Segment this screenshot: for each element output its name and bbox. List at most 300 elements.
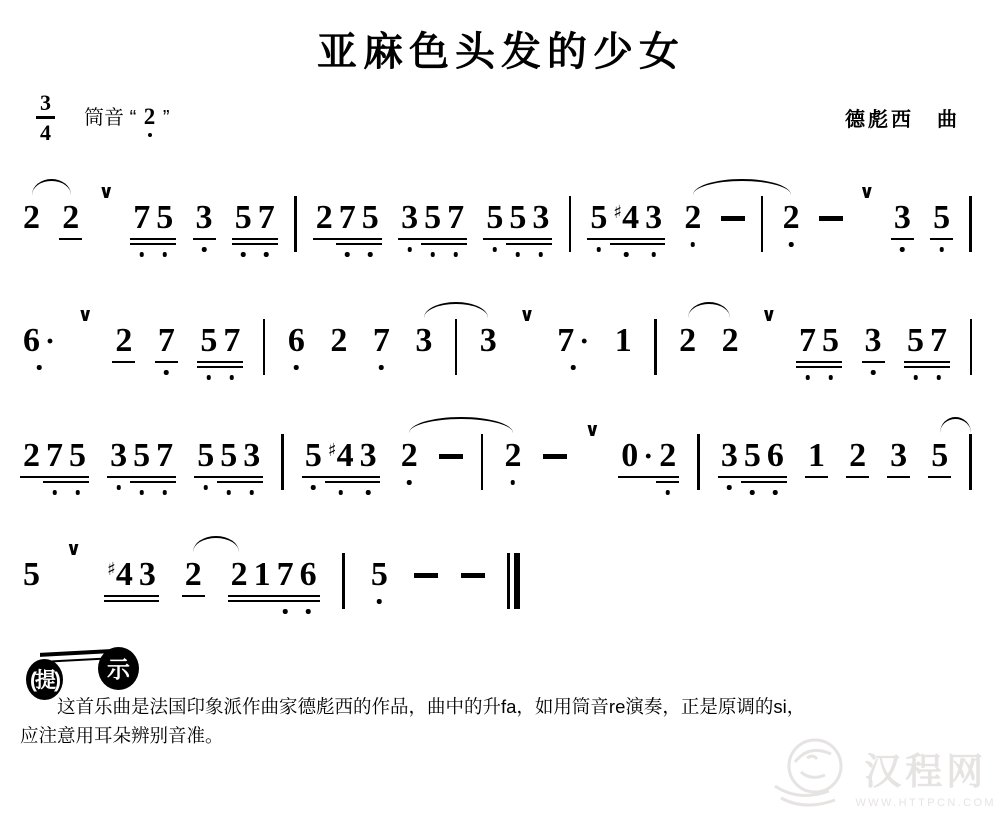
- note: [681, 200, 704, 258]
- breath-mark: ∨: [761, 304, 777, 326]
- note-group: [20, 200, 43, 258]
- note-group: [612, 323, 635, 381]
- beam-underline: [194, 476, 217, 478]
- note-value: 2: [721, 322, 739, 359]
- breath-mark: ∨: [98, 181, 114, 203]
- note-group: [398, 200, 467, 258]
- low-octave-dot: [162, 252, 167, 257]
- dash-note: [461, 573, 485, 578]
- composer: 德彪西 曲: [845, 109, 960, 131]
- note-value: 5: [931, 437, 949, 474]
- beam-underline: [796, 366, 819, 368]
- low-octave-dot: [691, 242, 696, 247]
- note-value: 2: [115, 322, 133, 359]
- barline: [697, 434, 700, 490]
- note: [780, 200, 803, 258]
- note: [220, 323, 243, 381]
- note: [193, 200, 216, 258]
- final-barline-thin: [507, 553, 510, 609]
- note-value: 5: [509, 199, 527, 236]
- beam-underline: [153, 238, 176, 240]
- barline: [970, 319, 973, 375]
- note: [676, 323, 699, 381]
- low-octave-dot: [727, 485, 732, 490]
- note: [182, 557, 205, 615]
- beam-underline: [927, 361, 950, 363]
- performance-note-line2: 应注意用耳朵辨别音准。: [20, 725, 224, 746]
- badge-stroke: [40, 649, 110, 657]
- note: [927, 323, 950, 381]
- final-barline: [507, 553, 520, 609]
- note: [368, 557, 391, 615]
- low-octave-dot: [306, 609, 311, 614]
- note-value: 5: [822, 322, 840, 359]
- note: [412, 323, 435, 381]
- note-group: [501, 438, 524, 496]
- note-group: [676, 323, 699, 381]
- beam-underline: [255, 243, 278, 245]
- note: [477, 323, 500, 381]
- note: [20, 557, 43, 615]
- beam-underline: [251, 600, 274, 602]
- note-value: 2: [230, 556, 248, 593]
- beam-underline: [228, 595, 251, 597]
- note-value: 5: [486, 199, 504, 236]
- note: [819, 323, 842, 381]
- watermark-site-url: WWW.HTTPCN.COM: [855, 797, 996, 809]
- note-value: 3: [479, 322, 497, 359]
- note-value: 4: [622, 199, 640, 236]
- note-value: 3: [401, 199, 419, 236]
- slur: [693, 179, 791, 195]
- low-octave-dot: [665, 490, 670, 495]
- note-group: [232, 200, 278, 258]
- beam-underline: [483, 238, 506, 240]
- score-line: [20, 531, 520, 617]
- beam-underline: [66, 481, 89, 483]
- note: [891, 200, 914, 258]
- breath-mark: ∨: [584, 419, 601, 441]
- note: [104, 557, 136, 615]
- breath-mark: ∨: [519, 304, 535, 326]
- note: [232, 200, 255, 258]
- note: [130, 200, 153, 258]
- beam-underline: [130, 243, 153, 245]
- note: [251, 557, 274, 615]
- note-value: 3: [890, 437, 908, 474]
- beam-underline: [529, 243, 552, 245]
- note-group: [618, 438, 679, 496]
- note: [112, 323, 135, 381]
- barline: [455, 319, 458, 375]
- low-octave-dot: [249, 490, 254, 495]
- note-value: 7: [46, 437, 63, 474]
- beam-underline: [587, 238, 610, 240]
- note: [313, 200, 336, 258]
- note-group: [112, 323, 135, 381]
- beam-underline: [357, 481, 380, 483]
- note-value: 2: [782, 199, 800, 236]
- key-note: 2: [142, 104, 158, 130]
- note: [862, 323, 885, 381]
- note: [217, 438, 240, 496]
- note-group: [59, 200, 82, 258]
- note-value: 7: [276, 556, 294, 593]
- site-logo-icon: [771, 734, 851, 816]
- slur: [409, 417, 513, 433]
- barline: [969, 196, 972, 252]
- note-group: [554, 323, 592, 381]
- note: [155, 323, 178, 381]
- note-value: 2: [330, 322, 348, 359]
- beam-underline: [927, 366, 950, 368]
- note: [153, 438, 176, 496]
- note-value: 2: [849, 437, 867, 474]
- low-octave-dot: [368, 252, 373, 257]
- note: [43, 438, 66, 496]
- low-octave-dot: [453, 252, 458, 257]
- beam-underline: [182, 595, 205, 597]
- beam-underline: [155, 361, 178, 363]
- note-group: [327, 323, 350, 381]
- low-octave-dot: [377, 599, 382, 604]
- note: [718, 438, 741, 496]
- note-value: 3: [138, 556, 156, 593]
- note: [255, 200, 278, 258]
- note-group: [228, 557, 320, 615]
- note-value: 2: [659, 437, 677, 474]
- beam-underline: [59, 238, 82, 240]
- augmentation-dot: ·: [45, 325, 56, 358]
- note: [805, 438, 828, 496]
- low-octave-dot: [871, 370, 876, 375]
- beam-underline: [421, 243, 444, 245]
- note-value: 5: [220, 437, 238, 474]
- beam-underline: [255, 238, 278, 240]
- note-value: 3: [645, 199, 663, 236]
- note-value: 0: [621, 437, 639, 474]
- note-group: [887, 438, 910, 496]
- note: [398, 438, 421, 496]
- low-octave-dot: [52, 490, 57, 495]
- low-octave-dot: [750, 490, 755, 495]
- score-line: [20, 174, 972, 260]
- note: [336, 200, 359, 258]
- note-value: 1: [253, 556, 271, 593]
- note-group: [20, 438, 89, 496]
- note-value: 5: [200, 322, 218, 359]
- beam-underline: [43, 476, 66, 478]
- low-octave-dot: [116, 485, 121, 490]
- low-octave-dot: [37, 365, 42, 370]
- beam-underline: [359, 243, 382, 245]
- note: [587, 200, 610, 258]
- note: [764, 438, 787, 496]
- note: [741, 438, 764, 496]
- low-octave-dot: [264, 252, 269, 257]
- note-value: 7: [338, 199, 356, 236]
- beam-underline: [642, 243, 665, 245]
- note-group: [197, 323, 243, 381]
- beam-underline: [153, 481, 176, 483]
- beam-underline: [153, 476, 176, 478]
- low-octave-dot: [226, 490, 231, 495]
- beam-underline: [325, 476, 357, 478]
- low-octave-dot: [345, 252, 350, 257]
- note: [240, 438, 263, 496]
- note: [483, 200, 506, 258]
- note-value: 2: [679, 322, 697, 359]
- note-value: 7: [156, 437, 174, 474]
- note-group: [182, 557, 205, 615]
- note-value: 2: [400, 437, 418, 474]
- low-octave-dot: [939, 247, 944, 252]
- low-octave-dot: [139, 490, 144, 495]
- barline: [654, 319, 657, 375]
- note-group: [891, 200, 914, 258]
- sharp-sign: ♯: [327, 440, 337, 461]
- note: [501, 438, 524, 496]
- note-value: 3: [195, 199, 213, 236]
- note-value: 5: [907, 322, 925, 359]
- note: [20, 438, 43, 496]
- song-title: 亚麻色头发的少女: [317, 30, 685, 74]
- key-indication: [84, 101, 170, 130]
- beam-underline: [336, 243, 359, 245]
- performance-note-line1: 这首乐曲是法国印象派作曲家德彪西的作品，曲中的升fa，如用筒音re演奏，正是原调的si，: [57, 696, 806, 717]
- beam-underline: [656, 481, 679, 483]
- low-octave-dot: [571, 365, 576, 370]
- beam-underline: [862, 361, 885, 363]
- beam-underline: [43, 481, 66, 483]
- note: [107, 438, 130, 496]
- note-value: 6: [287, 322, 305, 359]
- augmentation-dot: ·: [643, 440, 654, 473]
- note-group: [368, 557, 391, 615]
- beam-underline: [130, 481, 153, 483]
- breath-mark: ∨: [859, 181, 875, 203]
- note-group: [398, 438, 421, 496]
- note-value: 5: [156, 199, 174, 236]
- note: [20, 323, 58, 381]
- slur: [193, 536, 239, 552]
- low-octave-dot: [773, 490, 778, 495]
- slur: [32, 179, 71, 195]
- note-group: [155, 323, 178, 381]
- note-value: 3: [720, 437, 738, 474]
- note-value: 4: [336, 437, 354, 474]
- beam-underline: [136, 600, 159, 602]
- beam-underline: [444, 238, 467, 240]
- beam-underline: [656, 476, 679, 478]
- note: [370, 323, 393, 381]
- beam-underline: [904, 361, 927, 363]
- dash-note: [543, 454, 567, 459]
- note-value: 5: [133, 437, 151, 474]
- low-octave-dot: [407, 480, 412, 485]
- octave-dot: [148, 133, 152, 137]
- note-value: 1: [807, 437, 825, 474]
- note: [887, 438, 910, 496]
- beam-underline: [891, 238, 914, 240]
- low-octave-dot: [230, 375, 235, 380]
- beam-underline: [764, 481, 787, 483]
- note-value: 3: [893, 199, 911, 236]
- low-octave-dot: [139, 252, 144, 257]
- low-octave-dot: [407, 247, 412, 252]
- beam-underline: [297, 595, 320, 597]
- watermark-site-name: 汉程网: [864, 751, 988, 792]
- slur: [424, 302, 488, 318]
- barline: [481, 434, 484, 490]
- note-value: 4: [115, 556, 133, 593]
- beam-underline: [240, 481, 263, 483]
- sharp-sign: ♯: [107, 559, 116, 580]
- barline: [569, 196, 572, 252]
- beam-underline: [398, 238, 421, 240]
- note-group: [107, 438, 176, 496]
- beam-underline: [136, 595, 159, 597]
- low-octave-dot: [913, 375, 918, 380]
- note-group: [780, 200, 803, 258]
- low-octave-dot: [75, 490, 80, 495]
- note-value: 2: [315, 199, 333, 236]
- note: [642, 200, 665, 258]
- note-value: 7: [223, 322, 241, 359]
- beam-underline: [220, 366, 243, 368]
- beam-underline: [930, 238, 953, 240]
- note-value: 5: [304, 437, 322, 474]
- note-group: [412, 323, 435, 381]
- low-octave-dot: [430, 252, 435, 257]
- time-signature-denominator: 4: [40, 120, 51, 145]
- note: [274, 557, 297, 615]
- note-value: 3: [359, 437, 377, 474]
- beam-underline: [928, 476, 951, 478]
- note-group: [719, 323, 742, 381]
- note-value: 7: [257, 199, 275, 236]
- low-octave-dot: [164, 370, 169, 375]
- low-octave-dot: [379, 365, 384, 370]
- note: [610, 200, 642, 258]
- note: [130, 438, 153, 496]
- beam-underline: [887, 476, 910, 478]
- note: [302, 438, 325, 496]
- beam-underline: [359, 238, 382, 240]
- note-value: 7: [447, 199, 465, 236]
- note: [904, 323, 927, 381]
- beam-underline: [297, 600, 320, 602]
- breath-mark: ∨: [65, 538, 82, 560]
- note: [656, 438, 679, 496]
- note: [285, 323, 308, 381]
- beam-underline: [819, 361, 842, 363]
- beam-underline: [302, 476, 325, 478]
- note: [719, 323, 742, 381]
- low-octave-dot: [241, 252, 246, 257]
- note-value: 5: [197, 437, 215, 474]
- low-octave-dot: [597, 247, 602, 252]
- note-group: [104, 557, 159, 615]
- note-group: [681, 200, 704, 258]
- note-value: 5: [361, 199, 379, 236]
- dash-note: [414, 573, 438, 578]
- beam-underline: [130, 476, 153, 478]
- beam-underline: [240, 476, 263, 478]
- note: [59, 200, 82, 258]
- note-value: 5: [933, 199, 951, 236]
- low-octave-dot: [828, 375, 833, 380]
- note: [228, 557, 251, 615]
- note: [197, 323, 220, 381]
- note-value: 2: [62, 199, 80, 236]
- low-octave-dot: [207, 375, 212, 380]
- close-quote: ”: [162, 107, 170, 129]
- note-group: [805, 438, 828, 496]
- open-quote: “: [129, 107, 137, 129]
- beam-underline: [642, 238, 665, 240]
- note-value: 7: [557, 322, 575, 359]
- note-group: [130, 200, 176, 258]
- beam-underline: [107, 476, 130, 478]
- beam-underline: [618, 476, 656, 478]
- low-octave-dot: [493, 247, 498, 252]
- beam-underline: [104, 600, 136, 602]
- note: [357, 438, 380, 496]
- note-value: 2: [684, 199, 702, 236]
- barline: [294, 196, 297, 252]
- note: [398, 200, 421, 258]
- barline: [342, 553, 345, 609]
- note: [297, 557, 320, 615]
- note: [325, 438, 357, 496]
- beam-underline: [153, 243, 176, 245]
- note-group: [846, 438, 869, 496]
- low-octave-dot: [203, 485, 208, 490]
- note-value: 2: [504, 437, 522, 474]
- barline: [281, 434, 284, 490]
- tip-badge-char-shi: 示: [98, 647, 139, 690]
- note-value: 7: [133, 199, 151, 236]
- beam-underline: [274, 595, 297, 597]
- beam-underline: [104, 595, 136, 597]
- beam-underline: [197, 361, 220, 363]
- note: [421, 200, 444, 258]
- low-octave-dot: [294, 365, 299, 370]
- time-signature: [36, 90, 55, 145]
- key-label: 筒音: [84, 107, 124, 129]
- note-value: 3: [415, 322, 433, 359]
- beam-underline: [232, 243, 255, 245]
- low-octave-dot: [936, 375, 941, 380]
- low-octave-dot: [338, 490, 343, 495]
- note-group: [483, 200, 552, 258]
- note-value: 3: [532, 199, 550, 236]
- beam-underline: [130, 238, 153, 240]
- beam-underline: [741, 476, 764, 478]
- note: [554, 323, 592, 381]
- beam-underline: [610, 238, 642, 240]
- low-octave-dot: [202, 247, 207, 252]
- note: [20, 200, 43, 258]
- note-value: 5: [370, 556, 388, 593]
- score-line: [20, 412, 972, 498]
- sharp-sign: ♯: [613, 202, 623, 223]
- note-value: 5: [23, 556, 40, 593]
- beam-underline: [846, 476, 869, 478]
- beam-underline: [313, 238, 336, 240]
- note-group: [313, 200, 382, 258]
